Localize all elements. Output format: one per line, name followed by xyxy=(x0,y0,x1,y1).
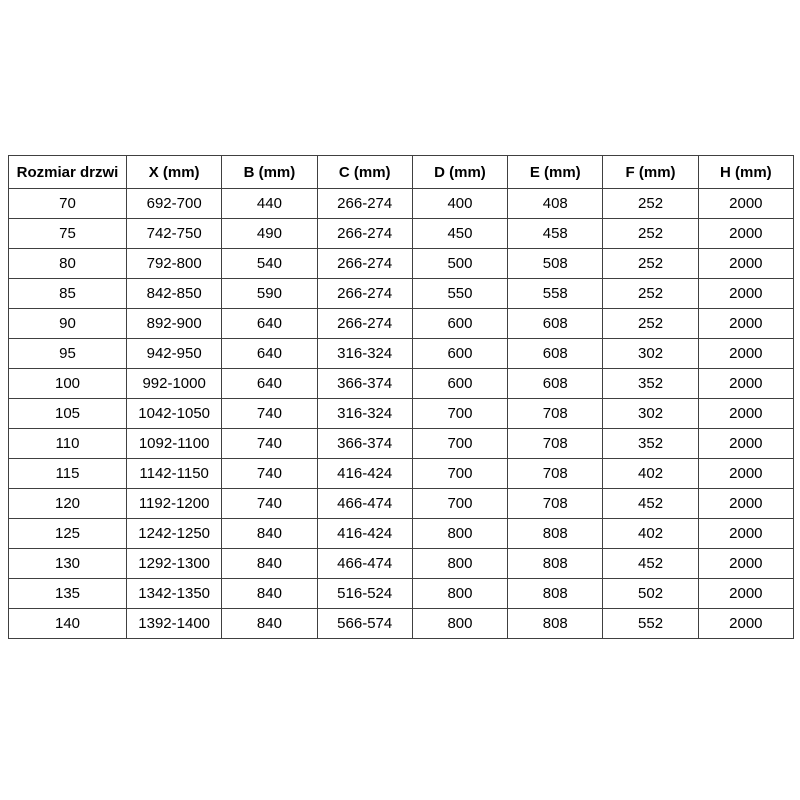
table-cell: 708 xyxy=(508,429,603,459)
table-cell: 466-474 xyxy=(317,549,412,579)
table-cell: 402 xyxy=(603,459,698,489)
table-cell: 458 xyxy=(508,219,603,249)
table-cell: 892-900 xyxy=(127,309,222,339)
column-header: B (mm) xyxy=(222,156,317,189)
table-cell: 808 xyxy=(508,609,603,639)
table-cell: 608 xyxy=(508,369,603,399)
table-body xyxy=(9,189,794,639)
table-cell: 452 xyxy=(603,549,698,579)
table-row xyxy=(9,189,794,219)
table-cell: 252 xyxy=(603,219,698,249)
table-cell: 840 xyxy=(222,519,317,549)
table-row xyxy=(9,309,794,339)
table-cell: 115 xyxy=(9,459,127,489)
table-row xyxy=(9,399,794,429)
column-header: F (mm) xyxy=(603,156,698,189)
table-row xyxy=(9,369,794,399)
table-cell: 740 xyxy=(222,429,317,459)
table-cell: 740 xyxy=(222,489,317,519)
column-header: D (mm) xyxy=(412,156,507,189)
table-cell: 252 xyxy=(603,249,698,279)
column-header: E (mm) xyxy=(508,156,603,189)
table-cell: 100 xyxy=(9,369,127,399)
table-cell: 692-700 xyxy=(127,189,222,219)
table-row xyxy=(9,609,794,639)
table-cell: 740 xyxy=(222,459,317,489)
table-cell: 700 xyxy=(412,399,507,429)
table-cell: 266-274 xyxy=(317,249,412,279)
table-cell: 552 xyxy=(603,609,698,639)
table-cell: 600 xyxy=(412,309,507,339)
table-cell: 516-524 xyxy=(317,579,412,609)
door-size-table-container xyxy=(8,155,794,639)
table-cell: 266-274 xyxy=(317,219,412,249)
table-cell: 140 xyxy=(9,609,127,639)
table-cell: 366-374 xyxy=(317,369,412,399)
table-cell: 708 xyxy=(508,459,603,489)
table-cell: 302 xyxy=(603,339,698,369)
table-cell: 808 xyxy=(508,549,603,579)
table-cell: 540 xyxy=(222,249,317,279)
table-cell: 700 xyxy=(412,489,507,519)
table-cell: 252 xyxy=(603,309,698,339)
table-row xyxy=(9,249,794,279)
table-cell: 708 xyxy=(508,399,603,429)
table-cell: 90 xyxy=(9,309,127,339)
table-cell: 992-1000 xyxy=(127,369,222,399)
table-row xyxy=(9,279,794,309)
table-row xyxy=(9,489,794,519)
table-cell: 792-800 xyxy=(127,249,222,279)
table-cell: 1042-1050 xyxy=(127,399,222,429)
table-cell: 2000 xyxy=(698,339,793,369)
table-cell: 130 xyxy=(9,549,127,579)
table-cell: 120 xyxy=(9,489,127,519)
table-row xyxy=(9,219,794,249)
table-cell: 2000 xyxy=(698,369,793,399)
table-cell: 366-374 xyxy=(317,429,412,459)
table-cell: 266-274 xyxy=(317,189,412,219)
table-cell: 590 xyxy=(222,279,317,309)
table-cell: 808 xyxy=(508,519,603,549)
table-cell: 840 xyxy=(222,609,317,639)
table-cell: 800 xyxy=(412,579,507,609)
table-cell: 450 xyxy=(412,219,507,249)
table-cell: 466-474 xyxy=(317,489,412,519)
table-cell: 2000 xyxy=(698,609,793,639)
table-cell: 640 xyxy=(222,309,317,339)
table-cell: 2000 xyxy=(698,219,793,249)
table-cell: 742-750 xyxy=(127,219,222,249)
table-cell: 808 xyxy=(508,579,603,609)
table-cell: 558 xyxy=(508,279,603,309)
table-cell: 2000 xyxy=(698,189,793,219)
table-cell: 416-424 xyxy=(317,519,412,549)
table-cell: 600 xyxy=(412,369,507,399)
table-cell: 408 xyxy=(508,189,603,219)
table-cell: 640 xyxy=(222,339,317,369)
door-size-spec-table xyxy=(8,155,794,639)
table-cell: 800 xyxy=(412,609,507,639)
table-cell: 550 xyxy=(412,279,507,309)
table-cell: 352 xyxy=(603,429,698,459)
table-cell: 1242-1250 xyxy=(127,519,222,549)
table-cell: 125 xyxy=(9,519,127,549)
table-cell: 800 xyxy=(412,549,507,579)
table-cell: 2000 xyxy=(698,429,793,459)
column-header: H (mm) xyxy=(698,156,793,189)
table-cell: 416-424 xyxy=(317,459,412,489)
table-cell: 110 xyxy=(9,429,127,459)
table-cell: 1292-1300 xyxy=(127,549,222,579)
table-cell: 942-950 xyxy=(127,339,222,369)
table-cell: 640 xyxy=(222,369,317,399)
table-cell: 1092-1100 xyxy=(127,429,222,459)
table-cell: 1192-1200 xyxy=(127,489,222,519)
table-cell: 2000 xyxy=(698,279,793,309)
table-cell: 1142-1150 xyxy=(127,459,222,489)
table-cell: 840 xyxy=(222,579,317,609)
table-cell: 502 xyxy=(603,579,698,609)
table-cell: 2000 xyxy=(698,519,793,549)
table-cell: 302 xyxy=(603,399,698,429)
table-cell: 490 xyxy=(222,219,317,249)
table-cell: 452 xyxy=(603,489,698,519)
header-row xyxy=(9,156,794,189)
table-row xyxy=(9,549,794,579)
table-cell: 135 xyxy=(9,579,127,609)
table-cell: 2000 xyxy=(698,489,793,519)
table-cell: 400 xyxy=(412,189,507,219)
table-cell: 608 xyxy=(508,339,603,369)
table-cell: 2000 xyxy=(698,309,793,339)
table-cell: 840 xyxy=(222,549,317,579)
table-cell: 105 xyxy=(9,399,127,429)
table-row xyxy=(9,339,794,369)
table-cell: 600 xyxy=(412,339,507,369)
table-cell: 80 xyxy=(9,249,127,279)
table-cell: 2000 xyxy=(698,399,793,429)
table-cell: 75 xyxy=(9,219,127,249)
table-cell: 566-574 xyxy=(317,609,412,639)
column-header: X (mm) xyxy=(127,156,222,189)
table-cell: 352 xyxy=(603,369,698,399)
table-cell: 266-274 xyxy=(317,309,412,339)
table-cell: 252 xyxy=(603,279,698,309)
table-cell: 316-324 xyxy=(317,339,412,369)
table-cell: 700 xyxy=(412,459,507,489)
table-row xyxy=(9,459,794,489)
column-header: C (mm) xyxy=(317,156,412,189)
table-cell: 440 xyxy=(222,189,317,219)
table-row xyxy=(9,429,794,459)
table-cell: 316-324 xyxy=(317,399,412,429)
table-cell: 2000 xyxy=(698,579,793,609)
table-cell: 500 xyxy=(412,249,507,279)
table-cell: 842-850 xyxy=(127,279,222,309)
table-cell: 2000 xyxy=(698,249,793,279)
table-cell: 85 xyxy=(9,279,127,309)
table-cell: 708 xyxy=(508,489,603,519)
table-cell: 95 xyxy=(9,339,127,369)
table-cell: 266-274 xyxy=(317,279,412,309)
table-cell: 70 xyxy=(9,189,127,219)
table-cell: 2000 xyxy=(698,549,793,579)
table-cell: 1392-1400 xyxy=(127,609,222,639)
column-header: Rozmiar drzwi xyxy=(9,156,127,189)
table-row xyxy=(9,579,794,609)
table-cell: 402 xyxy=(603,519,698,549)
table-cell: 740 xyxy=(222,399,317,429)
table-cell: 508 xyxy=(508,249,603,279)
table-cell: 608 xyxy=(508,309,603,339)
table-row xyxy=(9,519,794,549)
table-cell: 1342-1350 xyxy=(127,579,222,609)
table-cell: 2000 xyxy=(698,459,793,489)
table-cell: 252 xyxy=(603,189,698,219)
table-cell: 800 xyxy=(412,519,507,549)
table-cell: 700 xyxy=(412,429,507,459)
